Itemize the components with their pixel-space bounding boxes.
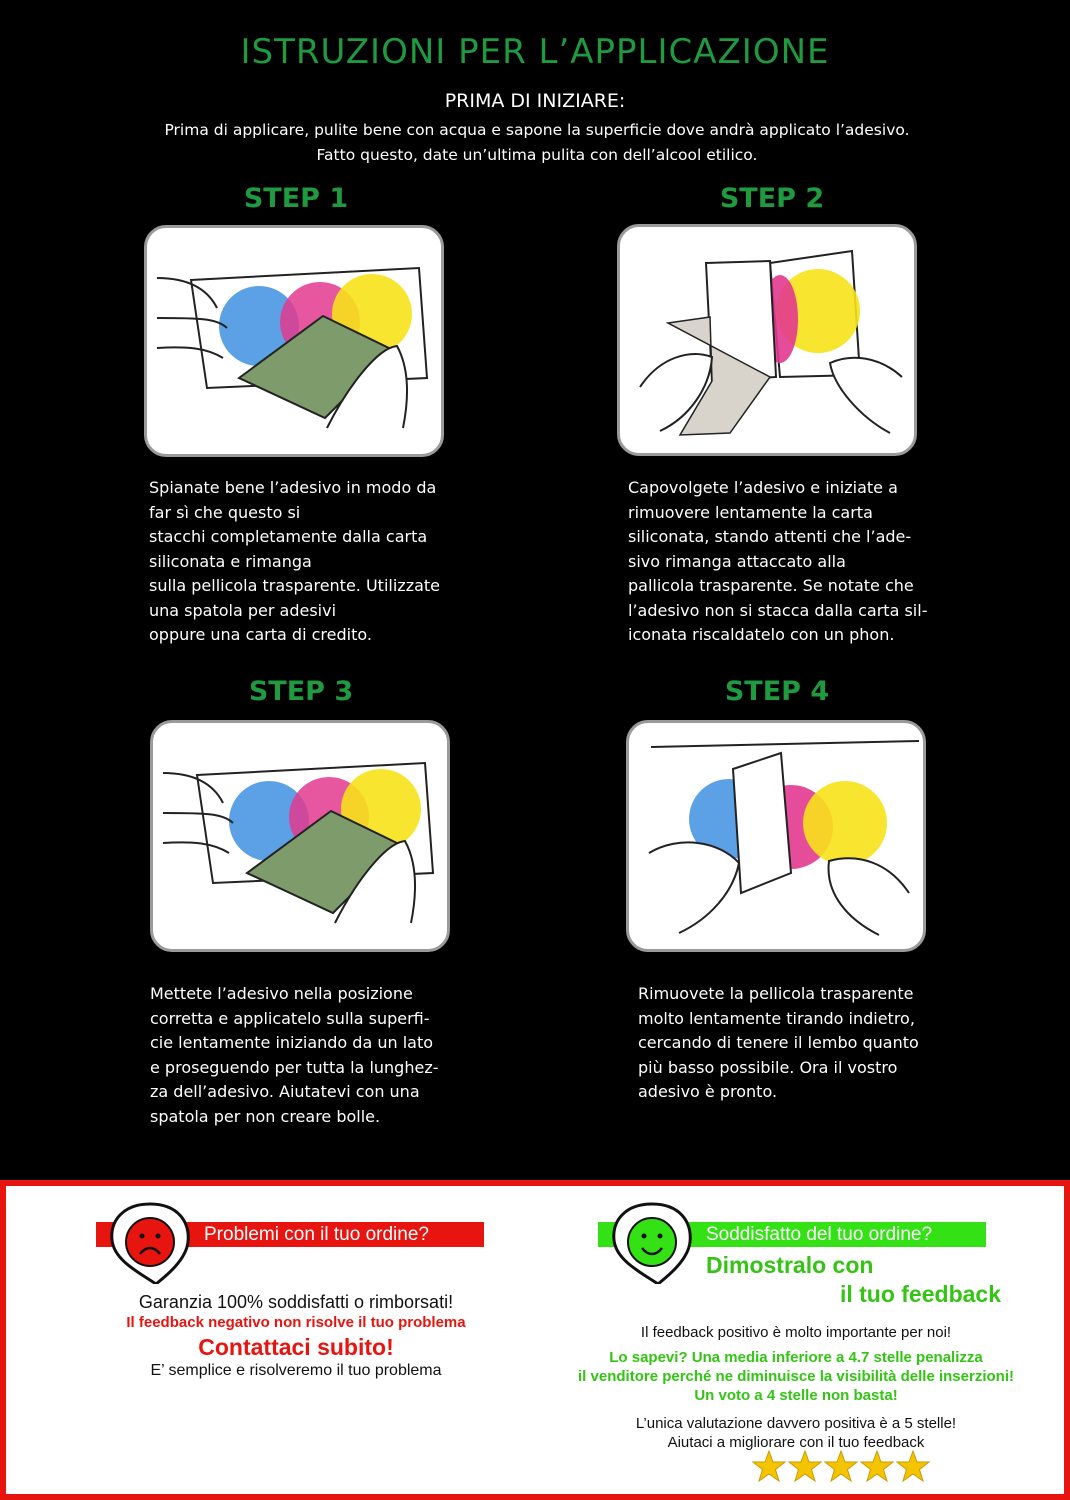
step-3-title: STEP 3 — [248, 676, 354, 707]
step-1-title: STEP 1 — [243, 183, 349, 214]
problems-bar-label: Problemi con il tuo ordine? — [204, 1224, 429, 1245]
five-stars-icon — [752, 1450, 932, 1484]
five-star-line: Aiutaci a migliorare con il tuo feedback — [667, 1434, 925, 1451]
five-star-line: L’unica valutazione davvero positiva è a 5 stelle! — [635, 1415, 957, 1432]
did-you-know-text — [546, 1348, 1046, 1405]
intro-heading: PRIMA DI INIZIARE: — [444, 90, 626, 112]
step-2-title: STEP 2 — [719, 183, 825, 214]
intro-text — [0, 118, 1070, 168]
easy-fix-text: E’ semplice e risolveremo il tuo problema — [150, 1362, 442, 1379]
step-1-illustration — [144, 225, 444, 457]
step-2-illustration — [617, 224, 917, 456]
feedback-important-text: Il feedback positivo è molto importante per noi! — [640, 1324, 952, 1341]
step-4-illustration — [626, 720, 926, 952]
step-4-title: STEP 4 — [724, 676, 830, 707]
feedback-headline-2: il tuo feedback — [839, 1281, 1001, 1307]
feedback-section — [0, 1180, 1070, 1500]
step-3-illustration — [150, 720, 450, 952]
did-you-know-line: Un voto a 4 stelle non basta! — [694, 1387, 898, 1404]
satisfied-bar-label: Soddisfatto del tuo ordine? — [706, 1224, 933, 1245]
did-you-know-line: il venditore perché ne diminuisce la visibilità delle inserzioni! — [578, 1368, 1014, 1385]
intro-line: Prima di applicare, pulite bene con acqua e sapone la superficie dove andrà applicato l’adesivo. — [164, 121, 910, 139]
intro-line: Fatto questo, date un’ultima pulita con dell’alcool etilico. — [316, 146, 758, 164]
page-title: ISTRUZIONI PER L’APPLICAZIONE — [240, 32, 830, 72]
did-you-know-line: Lo sapevi? Una media inferiore a 4.7 stelle penalizza — [609, 1349, 983, 1366]
negative-feedback-note: Il feedback negativo non risolve il tuo problema — [126, 1314, 466, 1331]
step-4-text: Rimuovete la pellicola trasparente molto lentamente tirando indietro, cercando di tenere il lembo quanto più basso possibile. Ora il vostro adesivo è pronto. — [638, 984, 919, 1101]
feedback-headline-1: Dimostralo con — [706, 1252, 874, 1278]
step-3-text: Mettete l’adesivo nella posizione corretta e applicatelo sulla superfi- cie lentamente iniziando da un lato e proseguendo per tutta la lunghez- za dell’adesivo. Aiutatevi con una spatola per non creare bolle. — [150, 984, 439, 1126]
guarantee-text: Garanzia 100% soddisfatti o rimborsati! — [138, 1292, 454, 1312]
happy-face-icon — [610, 1200, 694, 1284]
contact-now-text: Contattaci subito! — [198, 1334, 394, 1360]
sad-face-icon — [108, 1200, 192, 1284]
five-star-text — [566, 1414, 1026, 1452]
step-1-text: Spianate bene l’adesivo in modo da far sì che questo si stacchi completamente dalla carta siliconata e rimanga sulla pellicola trasparente. Utilizzate una spatola per adesivi oppure una carta di credito. — [149, 478, 441, 644]
step-2-text: Capovolgete l’adesivo e iniziate a rimuovere lentamente la carta siliconata, stando attenti che l’ade- sivo rimanga attaccato alla pallicola trasparente. Se notate che l’adesivo non si stacca dalla carta sil- iconata riscaldatelo con un phon. — [628, 478, 928, 644]
